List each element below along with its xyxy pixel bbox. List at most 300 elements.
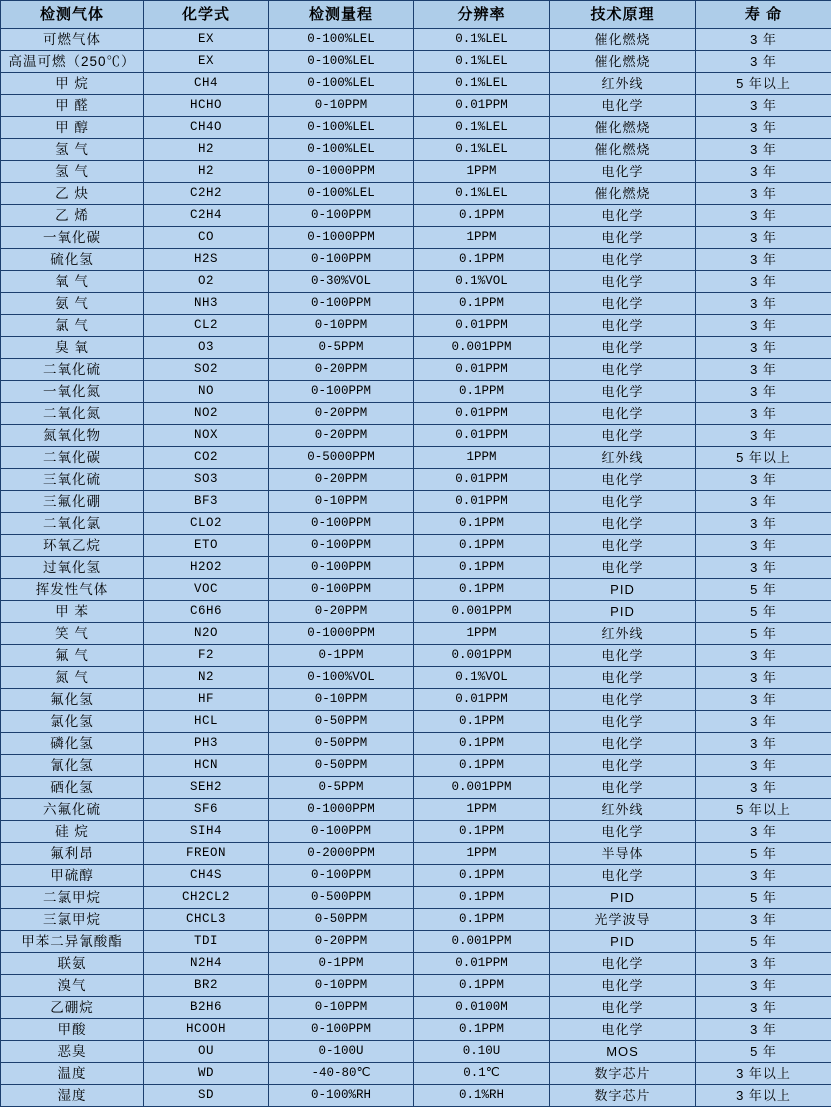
cell-resolution: 0.1PPM <box>414 733 550 755</box>
cell-range: 0-100PPM <box>269 205 414 227</box>
cell-gas: 二氯甲烷 <box>1 887 144 909</box>
cell-technology: 电化学 <box>550 535 696 557</box>
cell-range: 0-100PPM <box>269 293 414 315</box>
cell-range: 0-10PPM <box>269 315 414 337</box>
cell-resolution: 0.01PPM <box>414 359 550 381</box>
cell-formula: EX <box>144 29 269 51</box>
cell-gas: 笑 气 <box>1 623 144 645</box>
cell-range: 0-1000PPM <box>269 799 414 821</box>
cell-range: -40-80℃ <box>269 1063 414 1085</box>
cell-gas: 一氧化碳 <box>1 227 144 249</box>
cell-formula: NH3 <box>144 293 269 315</box>
cell-lifespan: 3 年 <box>696 359 831 381</box>
cell-resolution: 0.001PPM <box>414 931 550 953</box>
table-row <box>1 1041 831 1063</box>
table-row <box>1 513 831 535</box>
cell-gas: 温度 <box>1 1063 144 1085</box>
cell-formula: H2S <box>144 249 269 271</box>
cell-technology: 催化燃烧 <box>550 29 696 51</box>
cell-gas: 二氧化氯 <box>1 513 144 535</box>
cell-range: 0-1000PPM <box>269 623 414 645</box>
cell-technology: 电化学 <box>550 381 696 403</box>
cell-resolution: 0.001PPM <box>414 601 550 623</box>
cell-resolution: 1PPM <box>414 799 550 821</box>
cell-lifespan: 3 年 <box>696 667 831 689</box>
cell-resolution: 0.1%LEL <box>414 183 550 205</box>
cell-lifespan: 3 年 <box>696 425 831 447</box>
cell-resolution: 0.1PPM <box>414 535 550 557</box>
cell-formula: SIH4 <box>144 821 269 843</box>
cell-range: 0-50PPM <box>269 733 414 755</box>
cell-formula: HCOOH <box>144 1019 269 1041</box>
cell-resolution: 0.001PPM <box>414 645 550 667</box>
cell-resolution: 0.1PPM <box>414 865 550 887</box>
cell-gas: 挥发性气体 <box>1 579 144 601</box>
cell-range: 0-100PPM <box>269 865 414 887</box>
table-row <box>1 997 831 1019</box>
cell-range: 0-100%LEL <box>269 73 414 95</box>
cell-gas: 氟 气 <box>1 645 144 667</box>
cell-range: 0-30%VOL <box>269 271 414 293</box>
cell-formula: ETO <box>144 535 269 557</box>
cell-lifespan: 3 年 <box>696 997 831 1019</box>
cell-gas: 三氯甲烷 <box>1 909 144 931</box>
cell-resolution: 0.1%VOL <box>414 271 550 293</box>
cell-gas: 硫化氢 <box>1 249 144 271</box>
cell-gas: 过氧化氢 <box>1 557 144 579</box>
cell-resolution: 0.1PPM <box>414 755 550 777</box>
cell-gas: 甲 苯 <box>1 601 144 623</box>
cell-lifespan: 3 年 <box>696 337 831 359</box>
cell-formula: SEH2 <box>144 777 269 799</box>
table-row <box>1 909 831 931</box>
cell-gas: 氢 气 <box>1 139 144 161</box>
cell-technology: 电化学 <box>550 997 696 1019</box>
cell-formula: N2 <box>144 667 269 689</box>
cell-gas: 环氧乙烷 <box>1 535 144 557</box>
cell-gas: 硒化氢 <box>1 777 144 799</box>
cell-technology: 电化学 <box>550 1019 696 1041</box>
cell-resolution: 0.001PPM <box>414 337 550 359</box>
table-row <box>1 381 831 403</box>
cell-range: 0-2000PPM <box>269 843 414 865</box>
table-header <box>1 1 831 29</box>
table-row <box>1 227 831 249</box>
cell-formula: WD <box>144 1063 269 1085</box>
cell-range: 0-100PPM <box>269 557 414 579</box>
table-row <box>1 183 831 205</box>
table-row <box>1 931 831 953</box>
cell-lifespan: 5 年 <box>696 601 831 623</box>
cell-range: 0-100%LEL <box>269 51 414 73</box>
cell-lifespan: 5 年 <box>696 843 831 865</box>
cell-formula: SD <box>144 1085 269 1107</box>
cell-gas: 氟化氢 <box>1 689 144 711</box>
cell-gas: 氰化氢 <box>1 755 144 777</box>
cell-lifespan: 3 年 <box>696 557 831 579</box>
cell-formula: HF <box>144 689 269 711</box>
cell-formula: NO2 <box>144 403 269 425</box>
cell-technology: 电化学 <box>550 205 696 227</box>
cell-technology: 催化燃烧 <box>550 117 696 139</box>
cell-range: 0-20PPM <box>269 403 414 425</box>
table-row <box>1 425 831 447</box>
cell-range: 0-50PPM <box>269 909 414 931</box>
cell-technology: 红外线 <box>550 799 696 821</box>
cell-technology: 电化学 <box>550 953 696 975</box>
cell-technology: 电化学 <box>550 227 696 249</box>
cell-resolution: 1PPM <box>414 623 550 645</box>
cell-formula: TDI <box>144 931 269 953</box>
cell-technology: 电化学 <box>550 359 696 381</box>
cell-resolution: 0.1PPM <box>414 579 550 601</box>
cell-lifespan: 3 年 <box>696 205 831 227</box>
cell-formula: C6H6 <box>144 601 269 623</box>
cell-range: 0-10PPM <box>269 95 414 117</box>
cell-lifespan: 3 年 <box>696 711 831 733</box>
cell-lifespan: 3 年 <box>696 117 831 139</box>
cell-formula: C2H4 <box>144 205 269 227</box>
cell-gas: 氯化氢 <box>1 711 144 733</box>
cell-formula: NO <box>144 381 269 403</box>
cell-technology: PID <box>550 887 696 909</box>
cell-lifespan: 5 年以上 <box>696 799 831 821</box>
cell-gas: 甲 烷 <box>1 73 144 95</box>
cell-technology: 电化学 <box>550 865 696 887</box>
cell-formula: FREON <box>144 843 269 865</box>
cell-gas: 甲 醛 <box>1 95 144 117</box>
cell-formula: N2O <box>144 623 269 645</box>
cell-lifespan: 3 年 <box>696 535 831 557</box>
cell-resolution: 0.10U <box>414 1041 550 1063</box>
cell-resolution: 0.01PPM <box>414 425 550 447</box>
cell-lifespan: 5 年 <box>696 623 831 645</box>
table-row <box>1 601 831 623</box>
cell-lifespan: 3 年 <box>696 315 831 337</box>
cell-formula: CH4 <box>144 73 269 95</box>
cell-range: 0-5PPM <box>269 777 414 799</box>
table-row <box>1 667 831 689</box>
cell-range: 0-100%VOL <box>269 667 414 689</box>
column-header-lifespan: 寿 命 <box>696 1 831 29</box>
cell-formula: CO <box>144 227 269 249</box>
cell-gas: 恶臭 <box>1 1041 144 1063</box>
cell-gas: 一氧化氮 <box>1 381 144 403</box>
cell-lifespan: 3 年 <box>696 689 831 711</box>
cell-lifespan: 3 年 <box>696 227 831 249</box>
column-header-technology: 技术原理 <box>550 1 696 29</box>
cell-lifespan: 3 年 <box>696 733 831 755</box>
cell-technology: PID <box>550 579 696 601</box>
cell-resolution: 0.1PPM <box>414 821 550 843</box>
cell-technology: 电化学 <box>550 733 696 755</box>
cell-formula: O2 <box>144 271 269 293</box>
cell-resolution: 0.1PPM <box>414 887 550 909</box>
cell-resolution: 0.1%RH <box>414 1085 550 1107</box>
cell-technology: 电化学 <box>550 271 696 293</box>
table-row <box>1 491 831 513</box>
table-row <box>1 579 831 601</box>
table-body <box>1 29 831 1107</box>
cell-lifespan: 3 年 <box>696 29 831 51</box>
cell-lifespan: 5 年 <box>696 931 831 953</box>
cell-range: 0-5000PPM <box>269 447 414 469</box>
cell-resolution: 0.1%LEL <box>414 73 550 95</box>
cell-lifespan: 3 年 <box>696 51 831 73</box>
cell-technology: 催化燃烧 <box>550 51 696 73</box>
cell-gas: 二氧化氮 <box>1 403 144 425</box>
cell-technology: 红外线 <box>550 447 696 469</box>
cell-gas: 氨 气 <box>1 293 144 315</box>
cell-gas: 硅 烷 <box>1 821 144 843</box>
cell-range: 0-50PPM <box>269 755 414 777</box>
cell-resolution: 0.1PPM <box>414 711 550 733</box>
table-row <box>1 249 831 271</box>
table-row <box>1 293 831 315</box>
column-header-gas: 检测气体 <box>1 1 144 29</box>
cell-technology: 电化学 <box>550 425 696 447</box>
table-row <box>1 865 831 887</box>
cell-lifespan: 3 年 <box>696 469 831 491</box>
table-row <box>1 689 831 711</box>
table-row <box>1 887 831 909</box>
cell-lifespan: 3 年 <box>696 821 831 843</box>
cell-gas: 乙硼烷 <box>1 997 144 1019</box>
cell-range: 0-100PPM <box>269 535 414 557</box>
cell-lifespan: 3 年 <box>696 755 831 777</box>
table-row <box>1 95 831 117</box>
cell-formula: H2O2 <box>144 557 269 579</box>
cell-gas: 乙 炔 <box>1 183 144 205</box>
cell-resolution: 0.1PPM <box>414 513 550 535</box>
cell-lifespan: 3 年 <box>696 139 831 161</box>
column-header-range: 检测量程 <box>269 1 414 29</box>
cell-technology: 红外线 <box>550 623 696 645</box>
cell-resolution: 0.1PPM <box>414 1019 550 1041</box>
cell-formula: OU <box>144 1041 269 1063</box>
cell-resolution: 0.01PPM <box>414 469 550 491</box>
cell-range: 0-20PPM <box>269 425 414 447</box>
cell-technology: 电化学 <box>550 777 696 799</box>
cell-range: 0-10PPM <box>269 491 414 513</box>
cell-lifespan: 5 年 <box>696 579 831 601</box>
cell-technology: 电化学 <box>550 689 696 711</box>
cell-lifespan: 3 年 <box>696 909 831 931</box>
cell-lifespan: 3 年 <box>696 381 831 403</box>
cell-technology: 催化燃烧 <box>550 183 696 205</box>
cell-formula: BR2 <box>144 975 269 997</box>
table-row <box>1 711 831 733</box>
cell-technology: 电化学 <box>550 513 696 535</box>
cell-technology: 电化学 <box>550 469 696 491</box>
cell-resolution: 0.1PPM <box>414 249 550 271</box>
cell-resolution: 0.001PPM <box>414 777 550 799</box>
cell-technology: 电化学 <box>550 557 696 579</box>
cell-technology: 红外线 <box>550 73 696 95</box>
table-row <box>1 623 831 645</box>
cell-technology: 电化学 <box>550 293 696 315</box>
cell-resolution: 0.1%VOL <box>414 667 550 689</box>
cell-resolution: 0.1%LEL <box>414 29 550 51</box>
cell-gas: 甲 醇 <box>1 117 144 139</box>
cell-resolution: 1PPM <box>414 843 550 865</box>
cell-formula: BF3 <box>144 491 269 513</box>
cell-range: 0-100PPM <box>269 249 414 271</box>
cell-gas: 湿度 <box>1 1085 144 1107</box>
cell-lifespan: 3 年 <box>696 865 831 887</box>
cell-formula: O3 <box>144 337 269 359</box>
cell-formula: SF6 <box>144 799 269 821</box>
table-row <box>1 821 831 843</box>
cell-technology: 电化学 <box>550 491 696 513</box>
table-row <box>1 271 831 293</box>
cell-lifespan: 3 年 <box>696 271 831 293</box>
table-row <box>1 953 831 975</box>
cell-formula: HCL <box>144 711 269 733</box>
table-row <box>1 799 831 821</box>
cell-lifespan: 3 年 <box>696 953 831 975</box>
cell-resolution: 1PPM <box>414 161 550 183</box>
cell-resolution: 0.01PPM <box>414 95 550 117</box>
cell-technology: PID <box>550 601 696 623</box>
cell-resolution: 0.1%LEL <box>414 117 550 139</box>
cell-gas: 高温可燃（250℃） <box>1 51 144 73</box>
cell-range: 0-1000PPM <box>269 161 414 183</box>
cell-range: 0-500PPM <box>269 887 414 909</box>
cell-resolution: 0.1%LEL <box>414 139 550 161</box>
table-row <box>1 535 831 557</box>
table-row <box>1 975 831 997</box>
cell-technology: 半导体 <box>550 843 696 865</box>
cell-range: 0-1PPM <box>269 953 414 975</box>
cell-range: 0-20PPM <box>269 359 414 381</box>
table-row <box>1 205 831 227</box>
cell-resolution: 0.01PPM <box>414 689 550 711</box>
table-row <box>1 337 831 359</box>
cell-gas: 三氧化硫 <box>1 469 144 491</box>
cell-formula: HCHO <box>144 95 269 117</box>
cell-technology: 电化学 <box>550 711 696 733</box>
cell-formula: VOC <box>144 579 269 601</box>
cell-gas: 氮氧化物 <box>1 425 144 447</box>
cell-technology: 光学波导 <box>550 909 696 931</box>
cell-technology: 催化燃烧 <box>550 139 696 161</box>
cell-lifespan: 3 年 <box>696 95 831 117</box>
table-row <box>1 315 831 337</box>
cell-formula: H2 <box>144 139 269 161</box>
cell-formula: N2H4 <box>144 953 269 975</box>
cell-range: 0-100%LEL <box>269 29 414 51</box>
cell-lifespan: 3 年以上 <box>696 1085 831 1107</box>
cell-formula: CLO2 <box>144 513 269 535</box>
cell-gas: 甲酸 <box>1 1019 144 1041</box>
cell-formula: SO3 <box>144 469 269 491</box>
table-row <box>1 161 831 183</box>
table-row <box>1 359 831 381</box>
cell-formula: H2 <box>144 161 269 183</box>
table-row <box>1 1063 831 1085</box>
cell-lifespan: 3 年 <box>696 249 831 271</box>
table-row <box>1 469 831 491</box>
table-row <box>1 73 831 95</box>
table-row <box>1 843 831 865</box>
column-header-resolution: 分辨率 <box>414 1 550 29</box>
cell-gas: 氮 气 <box>1 667 144 689</box>
table-row <box>1 777 831 799</box>
cell-formula: CO2 <box>144 447 269 469</box>
cell-lifespan: 3 年以上 <box>696 1063 831 1085</box>
cell-lifespan: 3 年 <box>696 183 831 205</box>
cell-technology: 电化学 <box>550 249 696 271</box>
cell-gas: 乙 烯 <box>1 205 144 227</box>
cell-range: 0-100PPM <box>269 513 414 535</box>
cell-gas: 氧 气 <box>1 271 144 293</box>
cell-lifespan: 3 年 <box>696 645 831 667</box>
cell-technology: 数字芯片 <box>550 1085 696 1107</box>
table-row <box>1 733 831 755</box>
cell-gas: 联氨 <box>1 953 144 975</box>
column-header-formula: 化学式 <box>144 1 269 29</box>
cell-range: 0-1000PPM <box>269 227 414 249</box>
cell-gas: 磷化氢 <box>1 733 144 755</box>
cell-resolution: 0.1PPM <box>414 381 550 403</box>
cell-gas: 二氧化硫 <box>1 359 144 381</box>
cell-formula: NOX <box>144 425 269 447</box>
cell-lifespan: 3 年 <box>696 403 831 425</box>
cell-range: 0-100%LEL <box>269 117 414 139</box>
cell-gas: 二氧化碳 <box>1 447 144 469</box>
table-row <box>1 557 831 579</box>
cell-technology: MOS <box>550 1041 696 1063</box>
table-row <box>1 755 831 777</box>
cell-range: 0-20PPM <box>269 601 414 623</box>
cell-gas: 六氟化硫 <box>1 799 144 821</box>
cell-gas: 甲硫醇 <box>1 865 144 887</box>
cell-lifespan: 3 年 <box>696 513 831 535</box>
cell-formula: CHCL3 <box>144 909 269 931</box>
cell-resolution: 1PPM <box>414 447 550 469</box>
cell-gas: 溴气 <box>1 975 144 997</box>
table-row <box>1 645 831 667</box>
cell-range: 0-100PPM <box>269 1019 414 1041</box>
cell-formula: C2H2 <box>144 183 269 205</box>
cell-resolution: 0.01PPM <box>414 403 550 425</box>
table-row <box>1 29 831 51</box>
cell-range: 0-100PPM <box>269 579 414 601</box>
cell-range: 0-10PPM <box>269 689 414 711</box>
cell-lifespan: 5 年以上 <box>696 447 831 469</box>
cell-formula: CH4S <box>144 865 269 887</box>
cell-formula: CL2 <box>144 315 269 337</box>
cell-range: 0-10PPM <box>269 997 414 1019</box>
cell-formula: F2 <box>144 645 269 667</box>
cell-lifespan: 5 年以上 <box>696 73 831 95</box>
cell-gas: 甲苯二异氰酸酯 <box>1 931 144 953</box>
cell-lifespan: 3 年 <box>696 1019 831 1041</box>
cell-resolution: 0.1PPM <box>414 909 550 931</box>
table-row <box>1 1019 831 1041</box>
cell-formula: EX <box>144 51 269 73</box>
cell-range: 0-100%LEL <box>269 139 414 161</box>
table-row <box>1 117 831 139</box>
cell-resolution: 0.1PPM <box>414 293 550 315</box>
table-row <box>1 403 831 425</box>
cell-range: 0-5PPM <box>269 337 414 359</box>
cell-gas: 臭 氧 <box>1 337 144 359</box>
cell-resolution: 0.1PPM <box>414 975 550 997</box>
cell-resolution: 0.0100M <box>414 997 550 1019</box>
cell-resolution: 0.01PPM <box>414 953 550 975</box>
